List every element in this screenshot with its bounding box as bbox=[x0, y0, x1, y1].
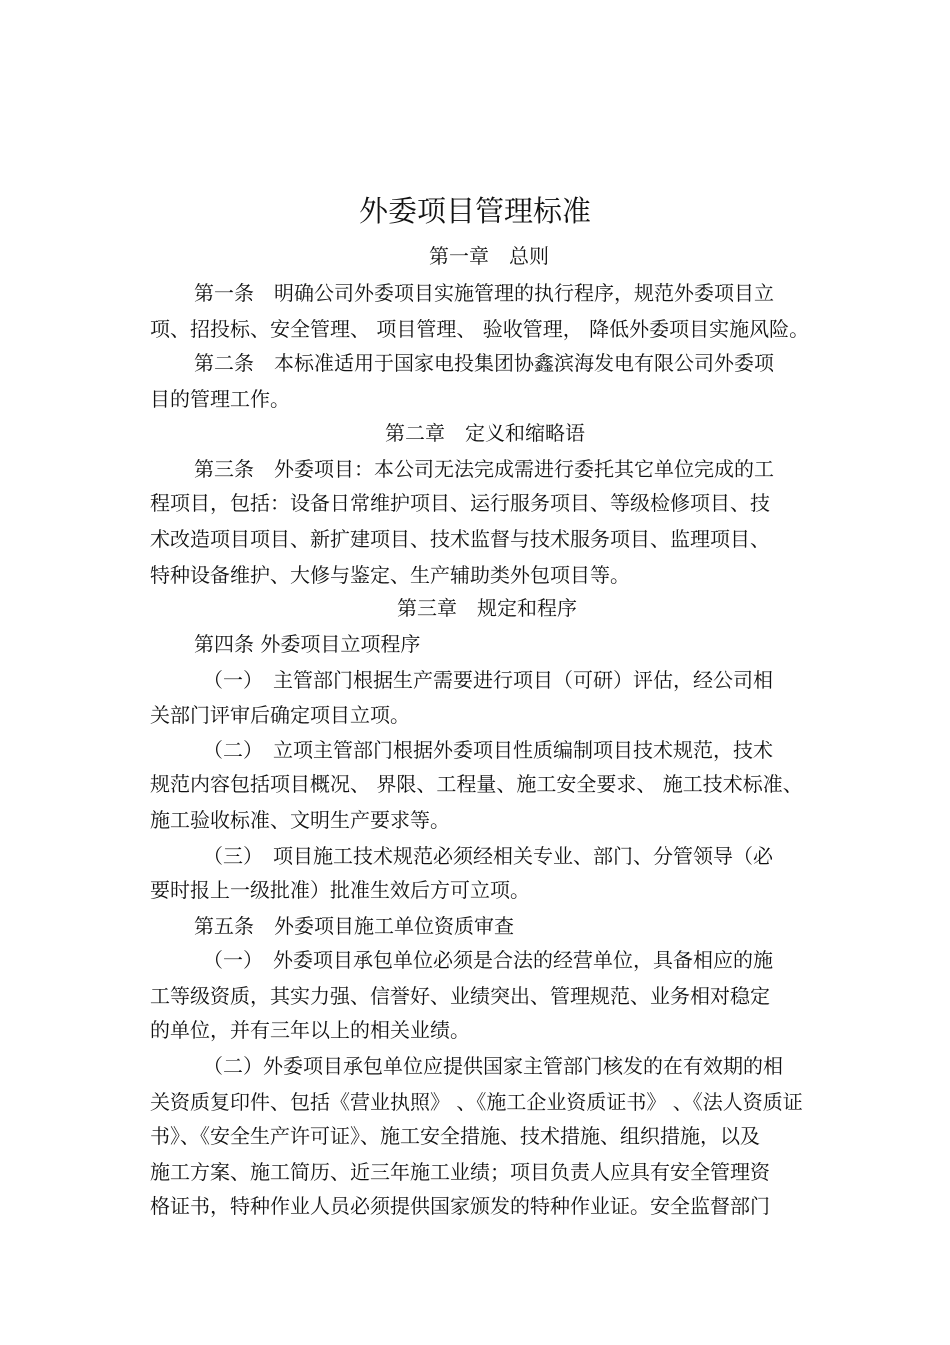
article-4-item-2-line-2: 规范内容包括项目概况、 界限、工程量、施工安全要求、 施工技术标准、 bbox=[150, 772, 803, 796]
article-1-line-2: 项、招投标、安全管理、 项目管理、 验收管理， 降低外委项目实施风险。 bbox=[150, 317, 810, 341]
article-5-item-2-line-5: 格证书，特种作业人员必须提供国家颁发的特种作业证。安全监督部门 bbox=[150, 1194, 770, 1218]
article-5-item-2-line-4: 施工方案、施工简历、近三年施工业绩；项目负责人应具有安全管理资 bbox=[150, 1160, 770, 1184]
article-5-heading: 第五条 外委项目施工单位资质审查 bbox=[194, 914, 514, 938]
article-4-item-3-line-2: 要时报上一级批准）批准生效后方可立项。 bbox=[150, 878, 530, 902]
article-3-line-1: 第三条 外委项目：本公司无法完成需进行委托其它单位完成的工 bbox=[194, 457, 774, 481]
article-5-item-2-line-1: （二）外委项目承包单位应提供国家主管部门核发的在有效期的相 bbox=[203, 1054, 783, 1078]
article-3-line-3: 术改造项目项目、新扩建项目、技术监督与技术服务项目、监理项目、 bbox=[150, 527, 770, 551]
article-4-item-1-line-1: （一） 主管部门根据生产需要进行项目（可研）评估，经公司相 bbox=[203, 668, 773, 692]
chapter-1-heading: 第一章 总则 bbox=[429, 244, 549, 268]
article-5-item-1-line-2: 工等级资质，其实力强、信誉好、业绩突出、管理规范、业务相对稳定 bbox=[150, 984, 770, 1008]
article-4-item-2-line-1: （二） 立项主管部门根据外委项目性质编制项目技术规范，技术 bbox=[203, 738, 773, 762]
article-5-item-2-line-3: 书》、《安全生产许可证》、施工安全措施、技术措施、组织措施，以及 bbox=[150, 1124, 760, 1148]
article-5-item-1-line-3: 的单位，并有三年以上的相关业绩。 bbox=[150, 1018, 470, 1042]
article-3-line-2: 程项目，包括：设备日常维护项目、运行服务项目、等级检修项目、技 bbox=[150, 491, 770, 515]
chapter-2-heading: 第二章 定义和缩略语 bbox=[385, 421, 585, 445]
article-4-item-3-line-1: （三） 项目施工技术规范必须经相关专业、部门、分管领导（必 bbox=[203, 844, 773, 868]
chapter-3-heading: 第三章 规定和程序 bbox=[397, 596, 577, 620]
article-2-line-1: 第二条 本标准适用于国家电投集团协鑫滨海发电有限公司外委项 bbox=[194, 351, 774, 375]
article-3-line-4: 特种设备维护、大修与鉴定、生产辅助类外包项目等。 bbox=[150, 563, 630, 587]
article-4-item-1-line-2: 关部门评审后确定项目立项。 bbox=[150, 703, 410, 727]
article-4-item-2-line-3: 施工验收标准、文明生产要求等。 bbox=[150, 808, 450, 832]
article-1-line-1: 第一条 明确公司外委项目实施管理的执行程序，规范外委项目立 bbox=[194, 281, 774, 305]
article-2-line-2: 目的管理工作。 bbox=[150, 387, 290, 411]
article-5-item-2-line-2: 关资质复印件、包括《营业执照》 、《施工企业资质证书》 、《法人资质证 bbox=[150, 1090, 803, 1114]
article-4-heading: 第四条 外委项目立项程序 bbox=[194, 632, 421, 656]
article-5-item-1-line-1: （一） 外委项目承包单位必须是合法的经营单位，具备相应的施 bbox=[203, 948, 773, 972]
document-title: 外委项目管理标准 bbox=[358, 194, 591, 228]
